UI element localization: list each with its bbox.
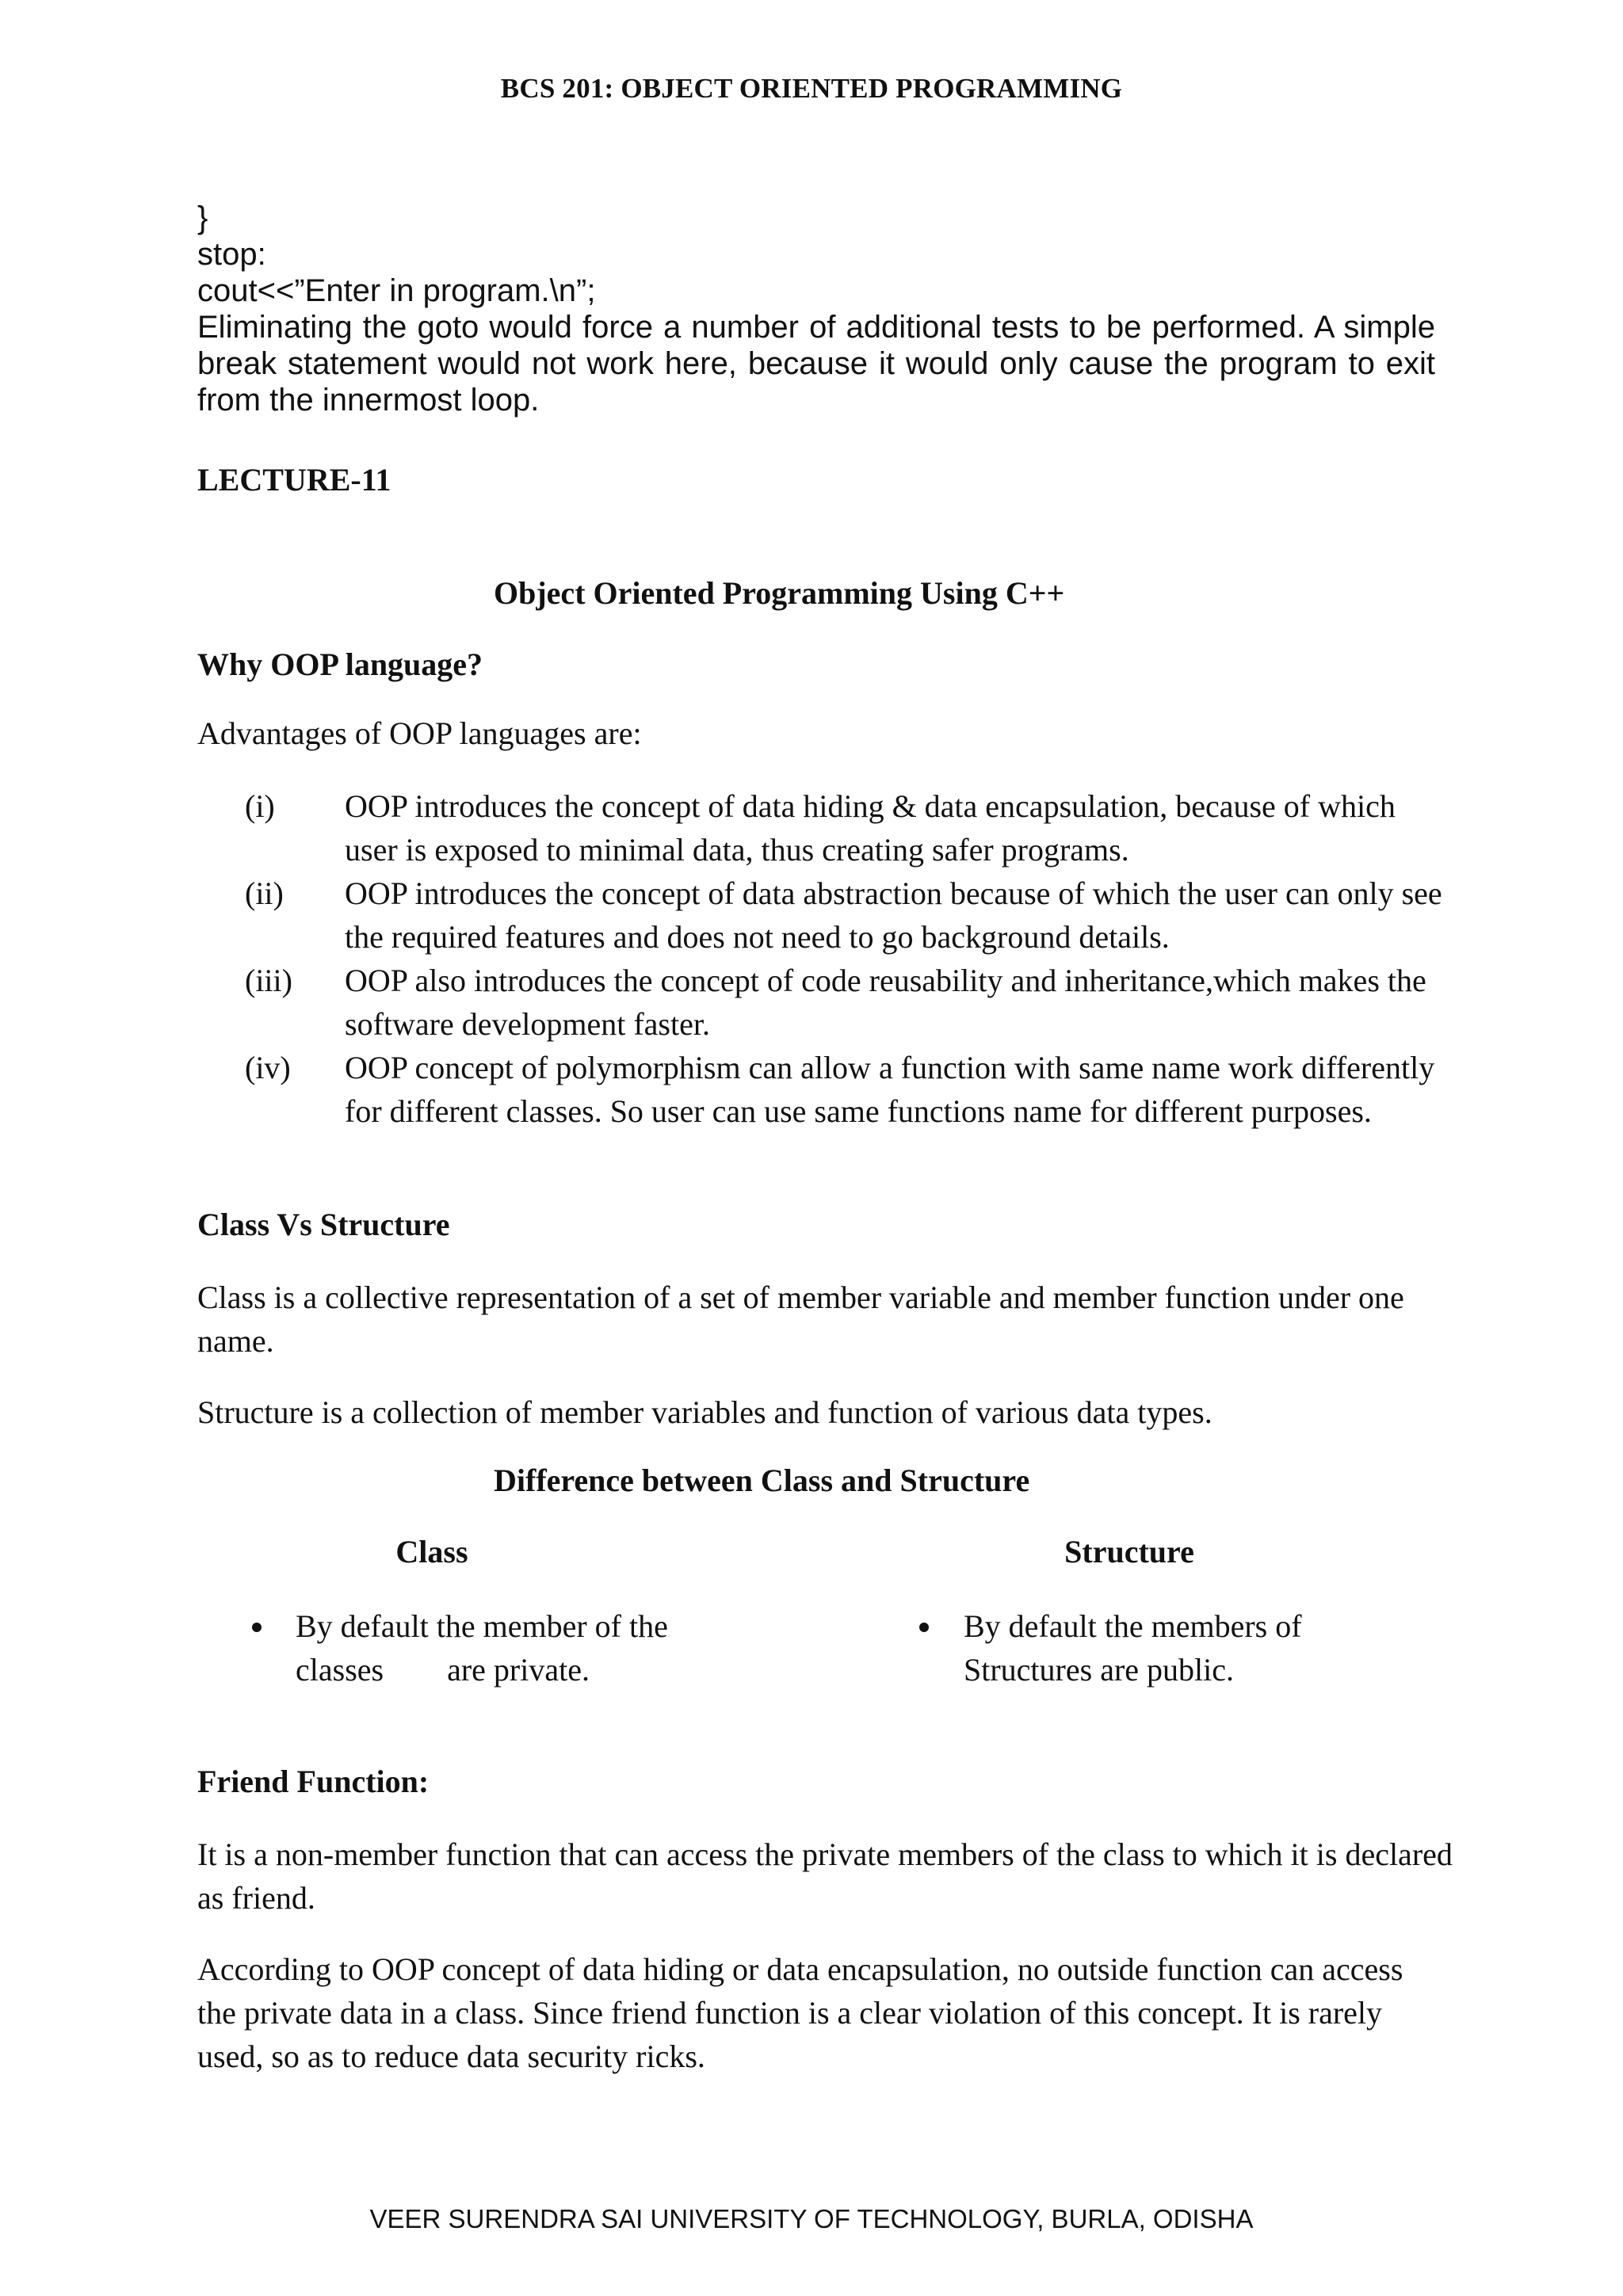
advantage-text: OOP also introduces the concept of code reusability and inheritance,which makes the software development faster. <box>345 963 1426 1042</box>
class-point-line: By default the member of the <box>296 1608 668 1644</box>
class-point-line: classes are private. <box>296 1652 590 1688</box>
friend-function-heading: Friend Function: <box>197 1764 430 1799</box>
class-vs-structure-heading: Class Vs Structure <box>197 1207 450 1242</box>
structure-column-header: Structure <box>1064 1534 1194 1569</box>
code-snippet <box>197 200 1434 309</box>
structure-point-line: Structures are public. <box>964 1652 1234 1688</box>
structure-definition: Structure is a collection of member variables and function of various data types. <box>197 1394 1212 1430</box>
code-line: stop: <box>197 237 266 272</box>
page-header: BCS 201: OBJECT ORIENTED PROGRAMMING <box>500 73 1123 104</box>
advantage-number: (ii) <box>245 875 284 911</box>
class-column-header: Class <box>395 1534 468 1569</box>
advantage-text: OOP concept of polymorphism can allow a function with same name work differently for different classes. So user can use same functions name for different purposes. <box>345 1050 1435 1129</box>
advantage-number: (i) <box>245 788 275 824</box>
bullet-icon <box>252 1623 262 1632</box>
advantage-text: OOP introduces the concept of data abstraction because of which the user can only see the required features and does not need to go background details. <box>345 875 1442 955</box>
difference-heading: Difference between Class and Structure <box>494 1463 1030 1498</box>
friend-function-definition: It is a non-member function that can access the private members of the class to which it is declared as friend. <box>197 1836 1453 1916</box>
advantage-number: (iii) <box>245 963 292 998</box>
advantages-intro: Advantages of OOP languages are: <box>197 715 642 751</box>
friend-function-paragraph: According to OOP concept of data hiding or data encapsulation, no outside function can access the private data in a class. Since friend function is a clear violation of this concept. It is rarely used, so as to reduce data security ricks. <box>197 1951 1403 2074</box>
goto-paragraph: Eliminating the goto would force a number of additional tests to be performed. A simple break statement would not work here, because it would only cause the program to exit from the innermost loop. <box>197 310 1435 418</box>
lecture-label: LECTURE-11 <box>197 462 391 498</box>
advantage-text: OOP introduces the concept of data hiding & data encapsulation, because of which user is exposed to minimal data, thus creating safer programs. <box>345 788 1396 868</box>
code-line: } <box>197 200 208 235</box>
code-line: cout<<”Enter in program.\n”; <box>197 273 596 308</box>
page-title: Object Oriented Programming Using C++ <box>494 575 1065 611</box>
why-oop-heading: Why OOP language? <box>197 646 483 682</box>
class-definition: Class is a collective representation of a set of member variable and member function under one name. <box>197 1280 1404 1359</box>
advantage-number: (iv) <box>245 1050 291 1085</box>
structure-point-line: By default the members of <box>964 1608 1302 1644</box>
page-footer: VEER SURENDRA SAI UNIVERSITY OF TECHNOLOGY, BURLA, ODISHA <box>369 2204 1254 2233</box>
bullet-icon <box>919 1623 929 1632</box>
